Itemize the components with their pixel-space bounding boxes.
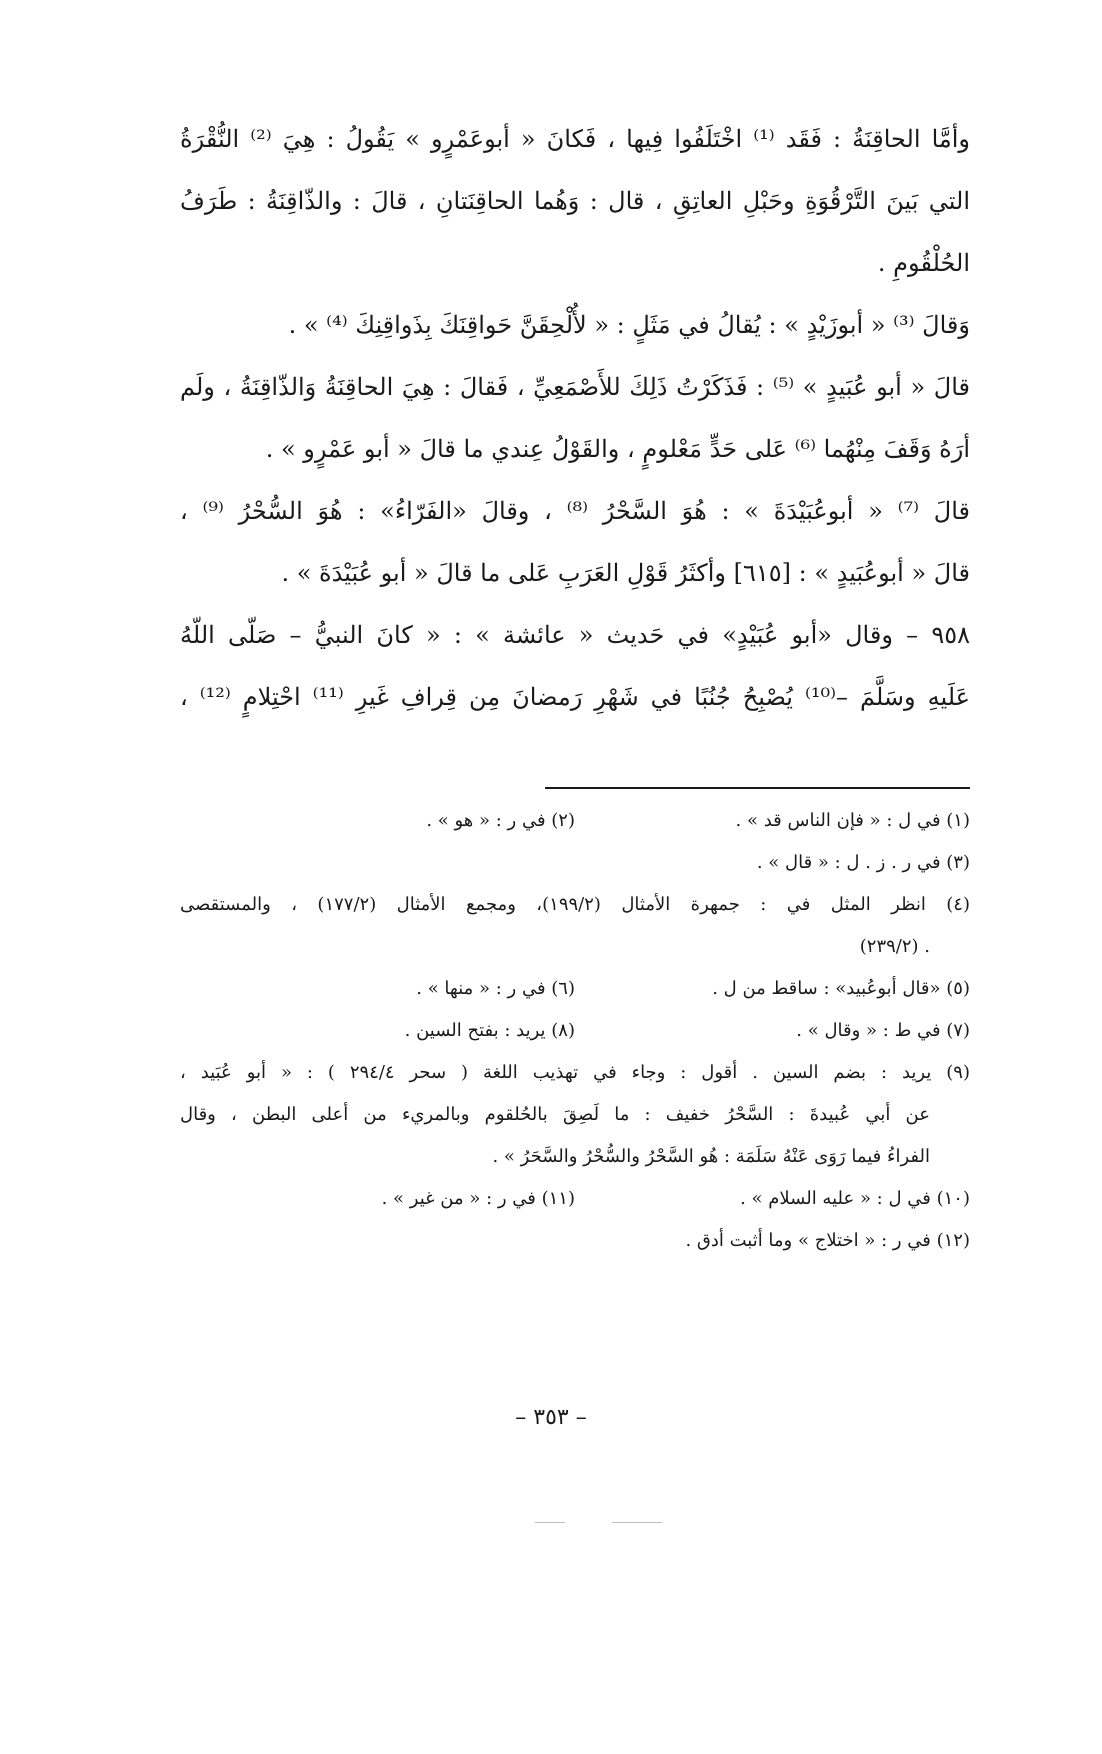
footnote-row <box>180 1010 970 1052</box>
footnotes-block <box>180 800 970 1262</box>
main-text-line: قالَ ⁽⁷⁾ « أبوعُبَيْدَةَ » : هُوَ السَّحْرُ ⁽⁸⁾ ، وقالَ «الفَرّاءُ» : هُوَ السُّحْرُ ⁽⁹⁾ ، <box>180 497 970 525</box>
footnote-9-continued: عن أبي عُبيدةَ : السَّحْرُ خفيف : ما لَصِقَ بالحُلقوم وبالمريء من أعلى البطن ، وقال <box>180 1104 930 1125</box>
footnote-8: (٨) يريد : بفتح السين . <box>404 1020 575 1041</box>
main-text-line: التي بَينَ التَّرْقُوَةِ وحَبْلِ العاتِقِ ، قال : وَهُما الحاقِنَتانِ ، قالَ : والذّاقِنَةُ : طَرَفُ <box>180 187 970 215</box>
footnote-7: (٧) في ط : « وقال » . <box>796 1020 970 1041</box>
main-text-line: قالَ « أبو عُبَيدٍ » ⁽⁵⁾ : فَذَكَرْتُ ذَلِكَ للأَصْمَعِيِّ ، فَقالَ : هِيَ الحاقِنَةُ وَالذّاقِنَةُ ، ولَم <box>180 373 970 401</box>
main-text-line: ٩٥٨ – وقال «أبو عُبَيْدٍ» في حَديث « عائشة » : « كانَ النبيُّ – صَلّى اللّهُ <box>180 621 970 649</box>
footnote-1: (١) في ل : « فإن الناس قد » . <box>735 810 970 831</box>
main-text-line: وَقالَ ⁽³⁾ « أبوزَيْدٍ » : يُقالُ في مَثَلٍ : « لأُلْحِقَنَّ حَواقِنَكَ بِذَواقِنِكَ ⁽⁴⁾ » . <box>288 311 970 339</box>
footnote-row <box>180 1178 970 1220</box>
footnote-4: (٤) انظر المثل في : جمهرة الأمثال (١٩٩/٢)، ومجمع الأمثال (١٧٧/٢) ، والمستقصى <box>180 894 970 915</box>
footnote-row <box>180 968 970 1010</box>
footnote-row <box>180 800 970 842</box>
footnote-9-continued: الفراءُ فيما رَوَى عَنْهُ سَلَمَة : هُو السَّحْرُ والسُّحْرُ والسَّحَرُ » . <box>492 1146 930 1167</box>
main-text-line: عَلَيهِ وسَلَّمَ –⁽¹⁰⁾ يُصْبِحُ جُنُبًا في شَهْرِ رَمضانَ مِن قِرافِ غَيرِ ⁽¹¹⁾ احْتِلامٍ ⁽¹²⁾ ، <box>180 683 970 711</box>
footnote-3: (٣) في ر . ز . ل : « قال » . <box>756 852 970 873</box>
scan-artifact-line <box>535 1522 565 1523</box>
main-text-line: وأمَّا الحاقِنَةُ : فَقَد ⁽¹⁾ اخْتَلَفُوا فِيها ، فَكانَ « أبوعَمْرٍو » يَقُولُ : هِيَ ⁽²⁾ النُّقْرَةُ <box>180 125 970 153</box>
scan-artifact-line <box>612 1522 662 1523</box>
main-text-line: الحُلْقُومِ . <box>877 249 970 277</box>
footnote-10: (١٠) في ل : « عليه السلام » . <box>740 1188 970 1209</box>
main-text-line: أرَهُ وَقَفَ مِنْهُما ⁽⁶⁾ عَلى حَدٍّ مَعْلومٍ ، والقَوْلُ عِندي ما قالَ « أبو عَمْرٍو » . <box>265 435 970 463</box>
main-text-block <box>180 108 970 728</box>
page-number: – ٣٥٣ – <box>515 1405 587 1430</box>
footnote-5: (٥) «قال أبوعُبيد» : ساقط من ل . <box>712 978 970 999</box>
footnote-12: (١٢) في ر : « اختلاج » وما أثبت أدق . <box>685 1230 970 1251</box>
footnote-separator-rule <box>545 787 970 789</box>
main-text-line: قالَ « أبوعُبَيدٍ » : [٦١٥] وأكثَرُ قَوْلِ العَرَبِ عَلى ما قالَ « أبو عُبَيْدَةَ » . <box>281 559 970 587</box>
footnote-4-continued: . (٢٣٩/٢) <box>859 936 930 957</box>
footnote-9: (٩) يريد : بضم السين . أقول : وجاء في تهذيب اللغة ( سحر ٢٩٤/٤ ) : « أبو عُبَيد ، <box>180 1062 970 1083</box>
footnote-2: (٢) في ر : « هو » . <box>426 810 575 831</box>
footnote-11: (١١) في ر : « من غير » . <box>381 1188 575 1209</box>
footnote-6: (٦) في ر : « منها » . <box>416 978 575 999</box>
